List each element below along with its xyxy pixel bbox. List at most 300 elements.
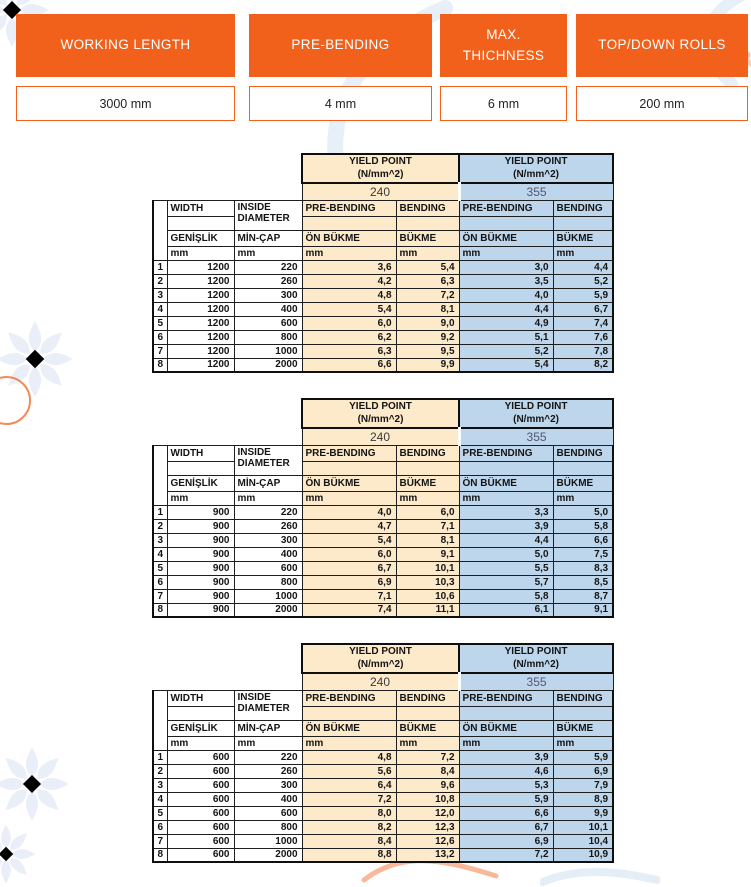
table-row xyxy=(153,806,613,820)
inside-diameter-value: 400 xyxy=(234,792,302,806)
unit-label: mm xyxy=(302,491,396,505)
row-number: 1 xyxy=(153,260,167,274)
bending-240-value: 7,2 xyxy=(396,288,459,302)
prebending-355-value: 5,9 xyxy=(459,792,553,806)
row-number: 3 xyxy=(153,288,167,302)
width-column-header-en: WIDTH xyxy=(167,690,234,706)
bending-355-value: 5,9 xyxy=(553,750,613,764)
yield-value-355: 355 xyxy=(459,428,613,445)
empty-cell xyxy=(396,461,459,475)
prebending-240-value: 4,8 xyxy=(302,288,396,302)
prebending-355-value: 5,4 xyxy=(459,358,553,372)
inside-diameter-value: 800 xyxy=(234,820,302,834)
row-number-column-header xyxy=(153,690,167,750)
prebending-355-value: 3,0 xyxy=(459,260,553,274)
bending-240-value: 6,3 xyxy=(396,274,459,288)
row-number: 1 xyxy=(153,505,167,519)
inside-diameter-value: 800 xyxy=(234,330,302,344)
spec-label-top-down-rolls: TOP/DOWN ROLLS xyxy=(576,14,748,77)
prebending-355-value: 4,9 xyxy=(459,316,553,330)
spec-value-max-thickness: 6 mm xyxy=(440,86,567,121)
empty-cell xyxy=(167,706,234,720)
spec-value-bar xyxy=(0,86,751,121)
prebending-240-value: 6,2 xyxy=(302,330,396,344)
bending-240-value: 10,1 xyxy=(396,561,459,575)
unit-label: mm xyxy=(167,491,234,505)
width-value: 600 xyxy=(167,820,234,834)
width-value: 600 xyxy=(167,778,234,792)
row-number-column-header xyxy=(153,445,167,505)
bending-240-value: 11,1 xyxy=(396,603,459,617)
width-value: 600 xyxy=(167,834,234,848)
spec-label-working-length: WORKING LENGTH xyxy=(16,14,235,77)
prebending-240-value: 4,8 xyxy=(302,750,396,764)
row-number: 1 xyxy=(153,750,167,764)
width-value: 600 xyxy=(167,792,234,806)
unit-label: mm xyxy=(234,491,302,505)
inside-diameter-column-header-tr: MİN-ÇAP xyxy=(234,720,302,736)
prebending-240-value: 6,7 xyxy=(302,561,396,575)
bending-240-value: 6,0 xyxy=(396,505,459,519)
table-row xyxy=(153,848,613,862)
bending-355-value: 8,9 xyxy=(553,792,613,806)
empty-cell xyxy=(553,461,613,475)
prebending-355-value: 3,9 xyxy=(459,750,553,764)
prebending-240-value: 5,4 xyxy=(302,533,396,547)
prebending-355-value: 5,2 xyxy=(459,344,553,358)
row-number: 3 xyxy=(153,778,167,792)
bending-240-column-header-tr: BÜKME xyxy=(396,230,459,246)
unit-label: mm xyxy=(167,736,234,750)
prebending-240-value: 7,1 xyxy=(302,589,396,603)
empty-cell xyxy=(396,706,459,720)
bending-240-value: 12,3 xyxy=(396,820,459,834)
table-row xyxy=(153,358,613,372)
yield-value-240: 240 xyxy=(302,428,459,445)
table-row xyxy=(153,344,613,358)
bending-240-column-header-en: BENDING xyxy=(396,445,459,461)
row-number: 2 xyxy=(153,764,167,778)
inside-diameter-value: 300 xyxy=(234,778,302,792)
inside-diameter-value: 2000 xyxy=(234,358,302,372)
prebending-355-value: 7,2 xyxy=(459,848,553,862)
bending-240-column-header-en: BENDING xyxy=(396,200,459,216)
table-row xyxy=(153,561,613,575)
unit-label: mm xyxy=(553,491,613,505)
row-number: 6 xyxy=(153,820,167,834)
prebending-240-value: 6,3 xyxy=(302,344,396,358)
width-value: 1200 xyxy=(167,316,234,330)
unit-label: mm xyxy=(553,736,613,750)
bending-355-value: 9,1 xyxy=(553,603,613,617)
bending-355-column-header-en: BENDING xyxy=(553,690,613,706)
bending-355-value: 5,9 xyxy=(553,288,613,302)
prebending-240-column-header-tr: ÖN BÜKME xyxy=(302,475,396,491)
yield-point-240-header: YIELD POINT (N/mm^2) xyxy=(302,644,459,673)
bending-355-value: 8,3 xyxy=(553,561,613,575)
bending-240-value: 9,1 xyxy=(396,547,459,561)
unit-label: mm xyxy=(553,246,613,260)
table-row xyxy=(153,547,613,561)
prebending-240-value: 6,9 xyxy=(302,575,396,589)
bending-240-column-header-tr: BÜKME xyxy=(396,720,459,736)
bending-240-value: 9,5 xyxy=(396,344,459,358)
width-value: 900 xyxy=(167,603,234,617)
table-row xyxy=(153,750,613,764)
width-value: 900 xyxy=(167,505,234,519)
bending-355-column-header-en: BENDING xyxy=(553,445,613,461)
inside-diameter-value: 800 xyxy=(234,575,302,589)
row-number: 7 xyxy=(153,344,167,358)
row-number: 6 xyxy=(153,575,167,589)
row-number: 8 xyxy=(153,358,167,372)
yield-point-355-header: YIELD POINT (N/mm^2) xyxy=(459,644,613,673)
bending-355-value: 4,4 xyxy=(553,260,613,274)
prebending-355-value: 4,4 xyxy=(459,302,553,316)
bending-355-value: 7,6 xyxy=(553,330,613,344)
row-number: 4 xyxy=(153,547,167,561)
bending-240-value: 9,9 xyxy=(396,358,459,372)
bending-240-column-header-tr: BÜKME xyxy=(396,475,459,491)
watermark-circle xyxy=(0,376,31,425)
width-column-header-en: WIDTH xyxy=(167,200,234,216)
width-value: 1200 xyxy=(167,260,234,274)
bending-355-value: 7,4 xyxy=(553,316,613,330)
width-value: 900 xyxy=(167,519,234,533)
prebending-240-column-header-en: PRE-BENDING xyxy=(302,690,396,706)
spec-header-bar xyxy=(0,14,751,77)
table-row xyxy=(153,288,613,302)
prebending-240-value: 4,2 xyxy=(302,274,396,288)
unit-label: mm xyxy=(396,491,459,505)
bending-355-value: 10,1 xyxy=(553,820,613,834)
spacer-cell xyxy=(153,428,302,445)
bending-table-width-1200 xyxy=(152,153,614,373)
width-value: 1200 xyxy=(167,288,234,302)
width-value: 1200 xyxy=(167,358,234,372)
prebending-355-column-header-tr: ÖN BÜKME xyxy=(459,230,553,246)
unit-label: mm xyxy=(459,246,553,260)
row-number: 7 xyxy=(153,834,167,848)
prebending-240-value: 6,0 xyxy=(302,316,396,330)
bending-240-value: 7,2 xyxy=(396,750,459,764)
yield-point-355-header: YIELD POINT (N/mm^2) xyxy=(459,399,613,428)
spec-value-pre-bending: 4 mm xyxy=(249,86,432,121)
bending-355-value: 6,6 xyxy=(553,533,613,547)
bending-240-value: 8,1 xyxy=(396,533,459,547)
prebending-355-value: 5,5 xyxy=(459,561,553,575)
row-number: 8 xyxy=(153,848,167,862)
unit-label: mm xyxy=(396,246,459,260)
prebending-355-value: 6,1 xyxy=(459,603,553,617)
table-row xyxy=(153,519,613,533)
table-row xyxy=(153,302,613,316)
bending-240-column-header-en: BENDING xyxy=(396,690,459,706)
prebending-240-value: 4,7 xyxy=(302,519,396,533)
bending-355-value: 10,4 xyxy=(553,834,613,848)
bending-355-value: 8,2 xyxy=(553,358,613,372)
prebending-355-value: 5,7 xyxy=(459,575,553,589)
prebending-240-value: 6,4 xyxy=(302,778,396,792)
prebending-355-value: 5,1 xyxy=(459,330,553,344)
watermark-snowflake-icon xyxy=(0,318,76,400)
bending-355-value: 5,2 xyxy=(553,274,613,288)
inside-diameter-value: 2000 xyxy=(234,848,302,862)
row-number: 4 xyxy=(153,302,167,316)
empty-cell xyxy=(553,706,613,720)
spec-value-working-length: 3000 mm xyxy=(16,86,235,121)
bending-355-value: 6,9 xyxy=(553,764,613,778)
bending-355-value: 7,5 xyxy=(553,547,613,561)
inside-diameter-value: 220 xyxy=(234,750,302,764)
inside-diameter-value: 600 xyxy=(234,806,302,820)
empty-cell xyxy=(167,461,234,475)
bending-355-column-header-tr: BÜKME xyxy=(553,230,613,246)
empty-cell xyxy=(459,216,553,230)
width-column-header-en: WIDTH xyxy=(167,445,234,461)
bending-355-value: 6,7 xyxy=(553,302,613,316)
bending-240-value: 8,4 xyxy=(396,764,459,778)
bending-240-value: 12,6 xyxy=(396,834,459,848)
inside-diameter-value: 1000 xyxy=(234,834,302,848)
row-number: 2 xyxy=(153,274,167,288)
prebending-355-value: 5,8 xyxy=(459,589,553,603)
watermark-snowflake-icon xyxy=(0,822,38,886)
prebending-355-column-header-en: PRE-BENDING xyxy=(459,690,553,706)
row-number: 3 xyxy=(153,533,167,547)
prebending-240-value: 4,0 xyxy=(302,505,396,519)
yield-value-355: 355 xyxy=(459,183,613,200)
width-value: 900 xyxy=(167,561,234,575)
unit-label: mm xyxy=(302,246,396,260)
row-number-column-header xyxy=(153,200,167,260)
bending-240-value: 8,1 xyxy=(396,302,459,316)
bending-240-value: 9,2 xyxy=(396,330,459,344)
watermark-snowflake-icon xyxy=(0,744,72,824)
table-row xyxy=(153,575,613,589)
inside-diameter-value: 400 xyxy=(234,547,302,561)
yield-value-240: 240 xyxy=(302,183,459,200)
inside-diameter-value: 600 xyxy=(234,316,302,330)
width-column-header-tr: GENİŞLİK xyxy=(167,720,234,736)
inside-diameter-value: 260 xyxy=(234,764,302,778)
yield-value-355: 355 xyxy=(459,673,613,690)
prebending-355-value: 6,7 xyxy=(459,820,553,834)
empty-cell xyxy=(396,216,459,230)
inside-diameter-value: 220 xyxy=(234,260,302,274)
table-row xyxy=(153,274,613,288)
width-value: 900 xyxy=(167,533,234,547)
prebending-240-value: 5,6 xyxy=(302,764,396,778)
width-column-header-tr: GENİŞLİK xyxy=(167,230,234,246)
inside-diameter-value: 2000 xyxy=(234,603,302,617)
bending-240-value: 9,6 xyxy=(396,778,459,792)
row-number: 2 xyxy=(153,519,167,533)
unit-label: mm xyxy=(302,736,396,750)
bending-240-value: 9,0 xyxy=(396,316,459,330)
empty-cell xyxy=(167,216,234,230)
prebending-240-value: 8,2 xyxy=(302,820,396,834)
bending-table-width-900 xyxy=(152,398,614,618)
row-number: 5 xyxy=(153,561,167,575)
table-row xyxy=(153,778,613,792)
table-row xyxy=(153,820,613,834)
width-value: 600 xyxy=(167,806,234,820)
width-value: 1200 xyxy=(167,302,234,316)
empty-cell xyxy=(302,706,396,720)
prebending-240-value: 8,0 xyxy=(302,806,396,820)
spec-label-max-thickness: MAX. THICHNESS xyxy=(440,14,567,77)
inside-diameter-value: 1000 xyxy=(234,344,302,358)
yield-point-240-header: YIELD POINT (N/mm^2) xyxy=(302,154,459,183)
table-row xyxy=(153,834,613,848)
bending-table-width-600 xyxy=(152,643,614,863)
inside-diameter-value: 600 xyxy=(234,561,302,575)
width-value: 600 xyxy=(167,848,234,862)
bending-355-column-header-tr: BÜKME xyxy=(553,475,613,491)
bending-355-value: 5,8 xyxy=(553,519,613,533)
width-column-header-tr: GENİŞLİK xyxy=(167,475,234,491)
bending-355-value: 8,7 xyxy=(553,589,613,603)
prebending-240-value: 5,4 xyxy=(302,302,396,316)
bending-355-column-header-tr: BÜKME xyxy=(553,720,613,736)
unit-label: mm xyxy=(396,736,459,750)
bending-355-value: 7,9 xyxy=(553,778,613,792)
prebending-355-value: 3,5 xyxy=(459,274,553,288)
row-number: 7 xyxy=(153,589,167,603)
spacer-cell xyxy=(153,154,302,183)
prebending-355-value: 4,0 xyxy=(459,288,553,302)
bending-355-value: 5,0 xyxy=(553,505,613,519)
bending-355-value: 8,5 xyxy=(553,575,613,589)
yield-point-240-header: YIELD POINT (N/mm^2) xyxy=(302,399,459,428)
spacer-cell xyxy=(153,399,302,428)
inside-diameter-value: 300 xyxy=(234,533,302,547)
bending-240-value: 7,1 xyxy=(396,519,459,533)
prebending-240-value: 7,4 xyxy=(302,603,396,617)
bending-355-column-header-en: BENDING xyxy=(553,200,613,216)
unit-label: mm xyxy=(234,246,302,260)
prebending-240-value: 3,6 xyxy=(302,260,396,274)
inside-diameter-column-header-en: INSIDE DIAMETER xyxy=(234,200,302,230)
yield-point-355-header: YIELD POINT (N/mm^2) xyxy=(459,154,613,183)
prebending-240-column-header-en: PRE-BENDING xyxy=(302,200,396,216)
bending-240-value: 12,0 xyxy=(396,806,459,820)
prebending-355-value: 6,9 xyxy=(459,834,553,848)
prebending-355-column-header-tr: ÖN BÜKME xyxy=(459,720,553,736)
prebending-355-value: 5,0 xyxy=(459,547,553,561)
row-number: 8 xyxy=(153,603,167,617)
spacer-cell xyxy=(153,183,302,200)
prebending-240-column-header-en: PRE-BENDING xyxy=(302,445,396,461)
width-value: 900 xyxy=(167,547,234,561)
row-number: 6 xyxy=(153,330,167,344)
inside-diameter-value: 300 xyxy=(234,288,302,302)
empty-cell xyxy=(302,461,396,475)
prebending-240-column-header-tr: ÖN BÜKME xyxy=(302,720,396,736)
inside-diameter-value: 400 xyxy=(234,302,302,316)
empty-cell xyxy=(553,216,613,230)
prebending-355-column-header-en: PRE-BENDING xyxy=(459,445,553,461)
empty-cell xyxy=(459,706,553,720)
inside-diameter-column-header-tr: MİN-ÇAP xyxy=(234,475,302,491)
width-value: 1200 xyxy=(167,344,234,358)
spec-label-pre-bending: PRE-BENDING xyxy=(249,14,432,77)
unit-label: mm xyxy=(459,736,553,750)
watermark-swirl xyxy=(540,866,660,887)
prebending-240-value: 6,0 xyxy=(302,547,396,561)
table-row xyxy=(153,316,613,330)
bending-355-value: 9,9 xyxy=(553,806,613,820)
inside-diameter-value: 260 xyxy=(234,519,302,533)
spec-value-top-down-rolls: 200 mm xyxy=(576,86,748,121)
inside-diameter-column-header-en: INSIDE DIAMETER xyxy=(234,690,302,720)
table-row xyxy=(153,260,613,274)
prebending-355-value: 5,3 xyxy=(459,778,553,792)
table-row xyxy=(153,330,613,344)
unit-label: mm xyxy=(234,736,302,750)
width-value: 1200 xyxy=(167,330,234,344)
empty-cell xyxy=(459,461,553,475)
bending-240-value: 10,8 xyxy=(396,792,459,806)
width-value: 1200 xyxy=(167,274,234,288)
bending-355-value: 7,8 xyxy=(553,344,613,358)
bending-240-value: 10,6 xyxy=(396,589,459,603)
width-value: 900 xyxy=(167,589,234,603)
table-row xyxy=(153,505,613,519)
prebending-240-value: 8,8 xyxy=(302,848,396,862)
prebending-355-column-header-en: PRE-BENDING xyxy=(459,200,553,216)
inside-diameter-column-header-tr: MİN-ÇAP xyxy=(234,230,302,246)
spacer-cell xyxy=(153,644,302,673)
prebending-355-value: 6,6 xyxy=(459,806,553,820)
prebending-240-value: 6,6 xyxy=(302,358,396,372)
spacer-cell xyxy=(153,673,302,690)
inside-diameter-value: 1000 xyxy=(234,589,302,603)
row-number: 5 xyxy=(153,316,167,330)
inside-diameter-column-header-en: INSIDE DIAMETER xyxy=(234,445,302,475)
prebending-355-value: 4,4 xyxy=(459,533,553,547)
unit-label: mm xyxy=(459,491,553,505)
empty-cell xyxy=(302,216,396,230)
bending-240-value: 13,2 xyxy=(396,848,459,862)
bending-240-value: 5,4 xyxy=(396,260,459,274)
table-row xyxy=(153,589,613,603)
prebending-240-value: 8,4 xyxy=(302,834,396,848)
prebending-240-value: 7,2 xyxy=(302,792,396,806)
table-row xyxy=(153,533,613,547)
bending-240-value: 10,3 xyxy=(396,575,459,589)
prebending-240-column-header-tr: ÖN BÜKME xyxy=(302,230,396,246)
inside-diameter-value: 220 xyxy=(234,505,302,519)
prebending-355-value: 4,6 xyxy=(459,764,553,778)
row-number: 5 xyxy=(153,806,167,820)
yield-value-240: 240 xyxy=(302,673,459,690)
prebending-355-value: 3,3 xyxy=(459,505,553,519)
prebending-355-column-header-tr: ÖN BÜKME xyxy=(459,475,553,491)
row-number: 4 xyxy=(153,792,167,806)
bending-355-value: 10,9 xyxy=(553,848,613,862)
table-row xyxy=(153,764,613,778)
width-value: 600 xyxy=(167,750,234,764)
table-row xyxy=(153,603,613,617)
table-row xyxy=(153,792,613,806)
prebending-355-value: 3,9 xyxy=(459,519,553,533)
width-value: 600 xyxy=(167,764,234,778)
unit-label: mm xyxy=(167,246,234,260)
width-value: 900 xyxy=(167,575,234,589)
inside-diameter-value: 260 xyxy=(234,274,302,288)
